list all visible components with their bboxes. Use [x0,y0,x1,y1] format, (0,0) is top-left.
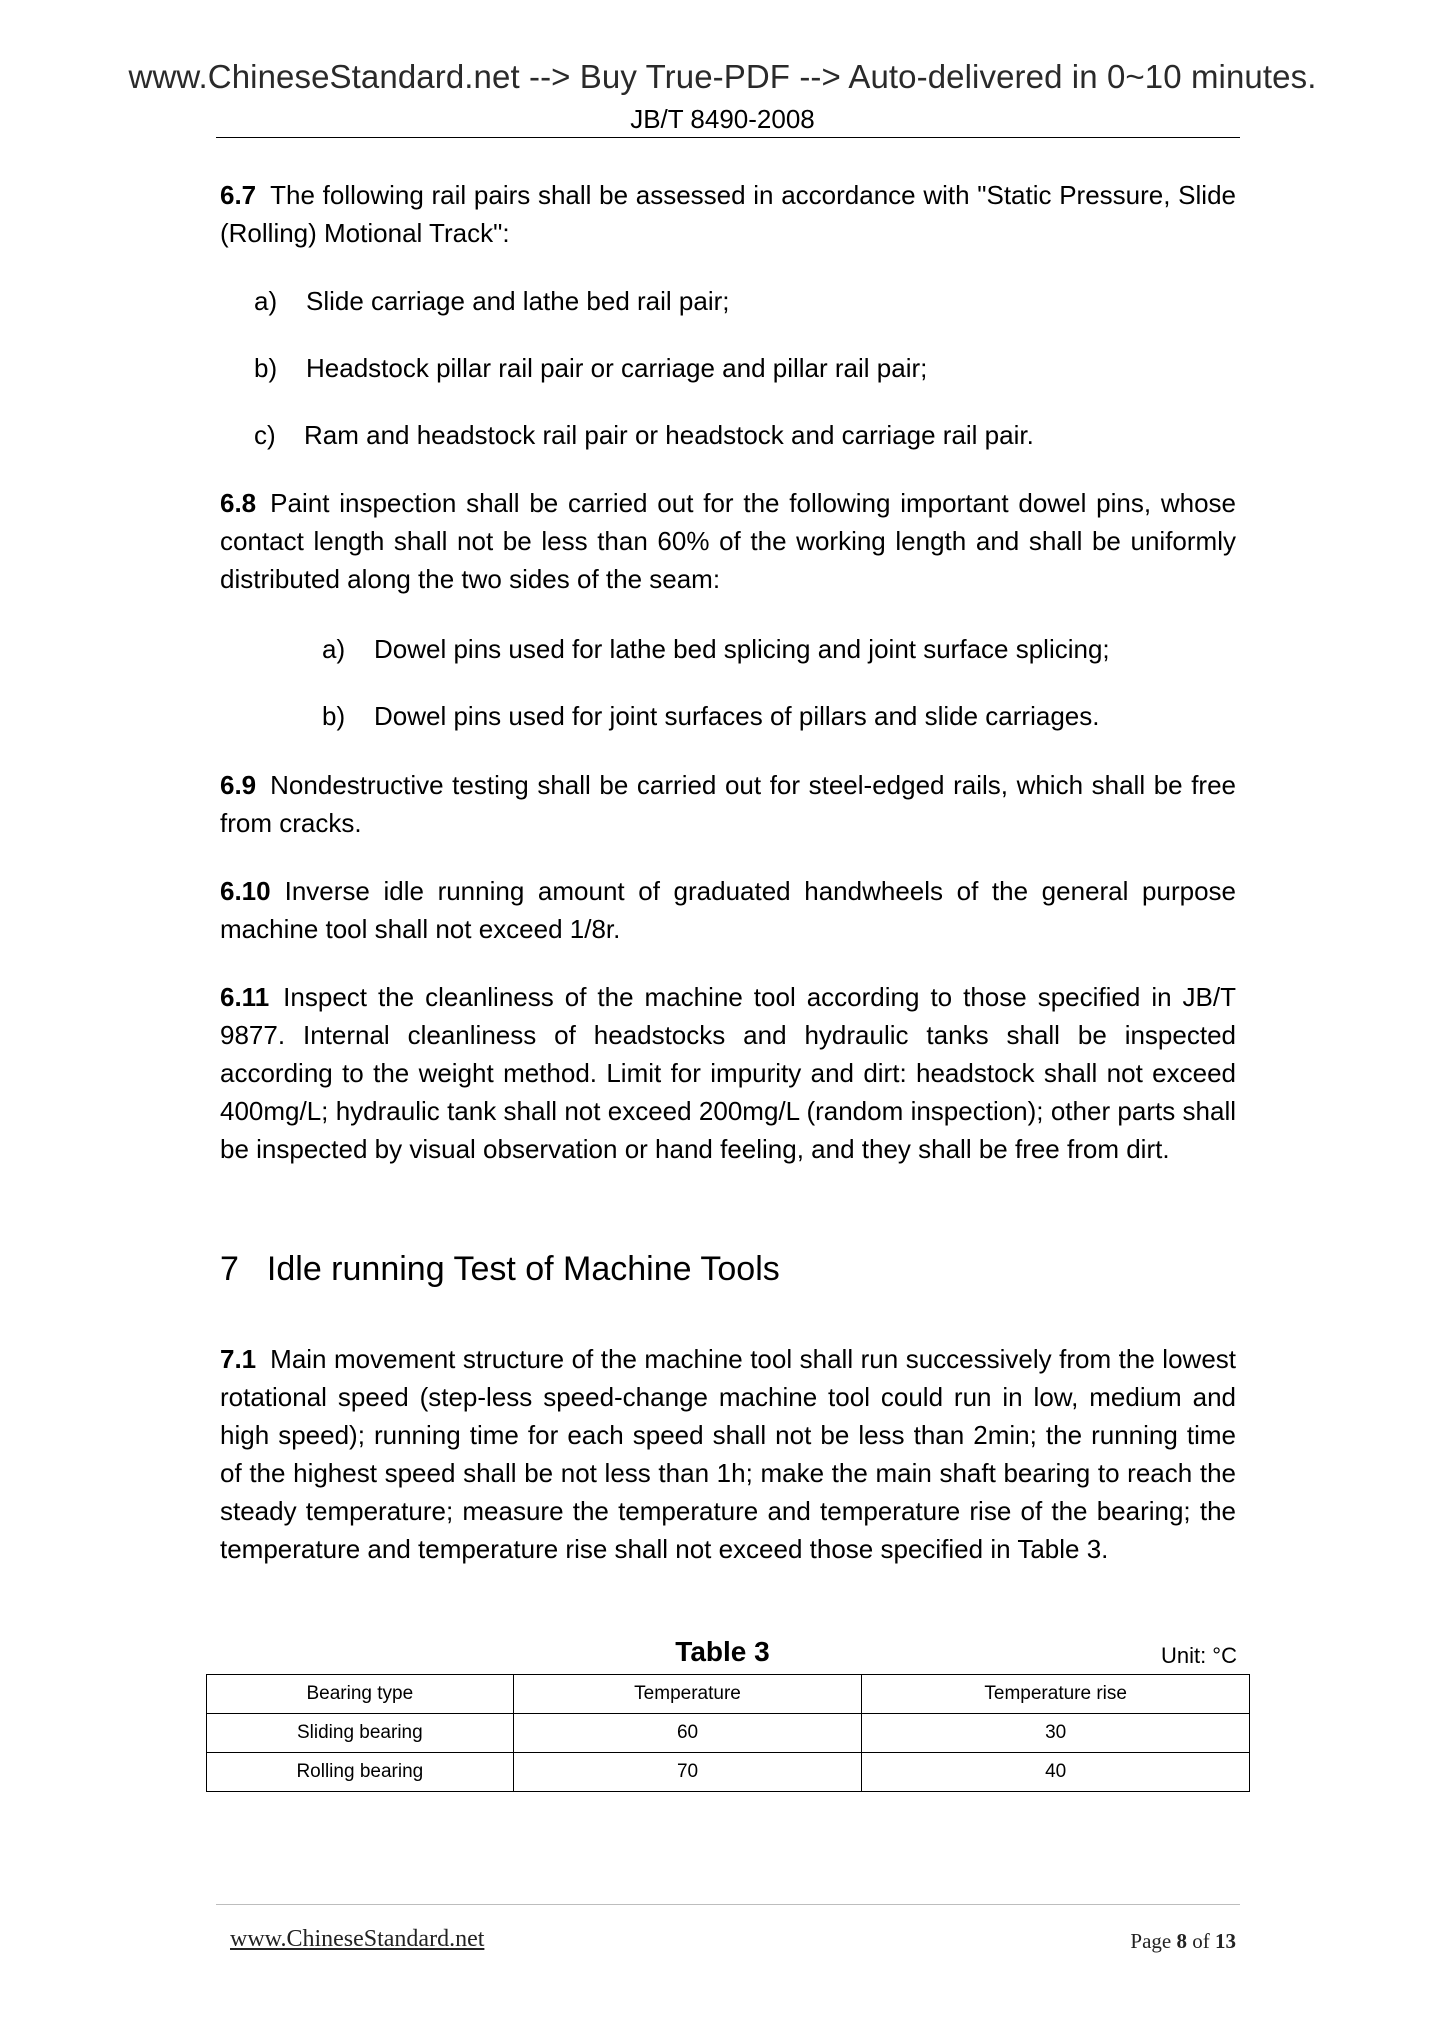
page-indicator [1130,1929,1236,1954]
list-item [254,416,1034,454]
list-item-text: Slide carriage and lathe bed rail pair; [306,286,730,316]
list-item-label: c) [254,420,276,450]
list-item [322,630,1110,668]
clause-text: Main movement structure of the machine tool shall run successively from the lowest rotational speed (step-less speed-change machine tool could run in low, medium and high speed); running time for each speed shall not be less than 2min; the running time of the highest speed shall be not less than 1h; make the main shaft bearing to reach the steady temperature; measure the temperature and temperature rise of the bearing; the temperature and temperature rise shall not exceed those specified in Table 3. [220,1344,1236,1564]
list-item-label: b) [322,701,346,731]
table-header-row [207,1675,1250,1714]
table-unit: Unit: °C [1160,1643,1237,1668]
page-of: of [1192,1929,1210,1953]
list-item-text: Ram and headstock rail pair or headstock and carriage rail pair. [304,420,1034,450]
clause-text: Inverse idle running amount of graduated handwheels of the general purpose machine tool shall not exceed 1/8r. [220,876,1236,944]
table-header-cell: Temperature [513,1675,862,1714]
table-title: Table 3 [675,1636,770,1667]
list-item [322,697,1099,735]
section-title: Idle running Test of Machine Tools [266,1250,780,1288]
list-item-text: Dowel pins used for lathe bed splicing and joint surface splicing; [374,634,1110,664]
clause-number: 6.11 [220,982,270,1012]
clause-text: The following rail pairs shall be assessed in accordance with "Static Pressure, Slide (Rolling) Motional Track": [220,180,1236,248]
section-heading [220,1250,780,1289]
page-total: 13 [1215,1929,1236,1953]
list-item [254,282,729,320]
table-row [207,1753,1250,1792]
clause-number: 6.10 [220,876,271,906]
table-header-cell: Bearing type [207,1675,514,1714]
list-item-text: Headstock pillar rail pair or carriage and pillar rail pair; [306,353,928,383]
footer-link[interactable]: www.ChineseStandard.net [230,1926,485,1952]
page-current: 8 [1176,1929,1187,1953]
clause-number: 6.9 [220,770,257,800]
list-item-label: a) [254,286,278,316]
footer-divider [216,1904,1240,1905]
list-item-label: b) [254,353,278,383]
table-cell: Sliding bearing [207,1714,514,1753]
table-cell: 70 [513,1753,862,1792]
clause-6-10 [220,872,1236,948]
header-banner[interactable]: www.ChineseStandard.net --> Buy True-PDF --> Auto-delivered in 0~10 minutes. [128,58,1317,95]
table-cell: 60 [513,1714,862,1753]
list-item-text: Dowel pins used for joint surfaces of pillars and slide carriages. [374,701,1100,731]
clause-text: Paint inspection shall be carried out for the following important dowel pins, whose contact length shall not be less than 60% of the working length and shall be uniformly distributed along the two sides of the seam: [220,488,1236,594]
table-cell: 40 [862,1753,1250,1792]
clause-6-7 [220,176,1236,252]
table-row [207,1714,1250,1753]
clause-6-11 [220,978,1236,1168]
clause-number: 6.7 [220,180,257,210]
clause-6-8 [220,484,1236,598]
table-header-cell: Temperature rise [862,1675,1250,1714]
document-number: JB/T 8490-2008 [630,104,815,134]
page-word: Page [1130,1929,1172,1953]
list-item-label: a) [322,634,346,664]
clause-text: Nondestructive testing shall be carried out for steel-edged rails, which shall be free from cracks. [220,770,1236,838]
clause-7-1 [220,1340,1236,1568]
list-item [254,349,927,387]
header-divider [216,137,1240,138]
temperature-table [206,1674,1250,1792]
clause-number: 7.1 [220,1344,257,1374]
clause-text: Inspect the cleanliness of the machine tool according to those specified in JB/T 9877. Internal cleanliness of headstocks and hydraulic tanks shall be inspected according to the weight method. Limit for impurity and dirt: headstock shall not exceed 400mg/L; hydraulic tank shall not exceed 200mg/L (random inspection); other parts shall be inspected by visual observation or hand feeling, and they shall be free from dirt. [220,982,1236,1164]
section-number: 7 [220,1250,239,1288]
table-cell: Rolling bearing [207,1753,514,1792]
clause-6-9 [220,766,1236,842]
table-cell: 30 [862,1714,1250,1753]
clause-number: 6.8 [220,488,257,518]
